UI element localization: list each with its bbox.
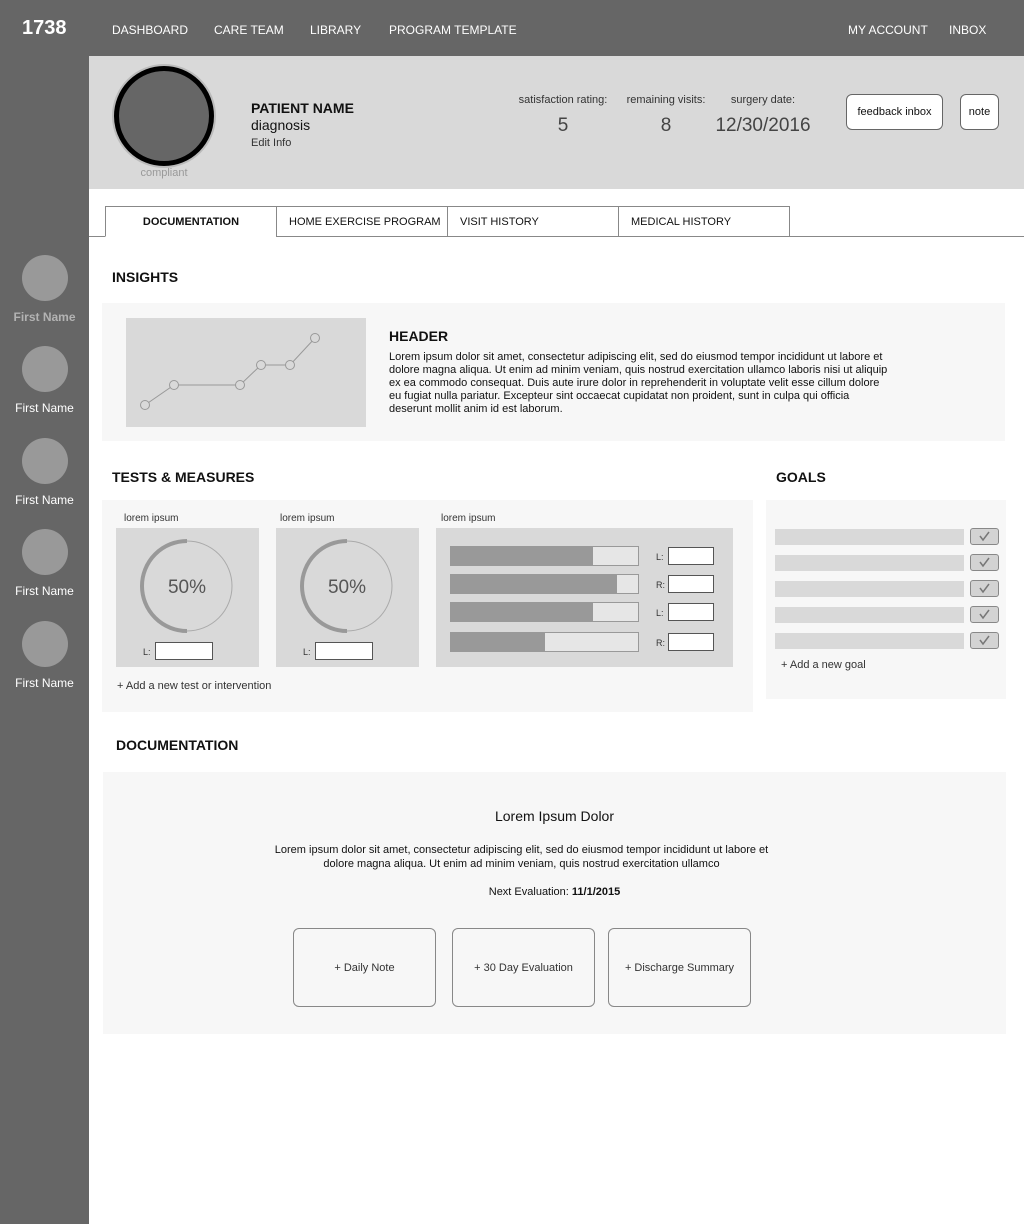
patient-avatar [114,66,214,166]
goals-title: GOALS [776,469,826,485]
brand-logo[interactable]: 1738 [22,17,67,39]
gauge-card [116,528,259,667]
side-label: R: [656,580,665,590]
team-member-name: First Name [13,310,76,324]
chart-point [170,381,179,390]
measure-bar [450,632,639,652]
insight-header: HEADER [389,328,449,344]
documentation-body: Lorem ipsum dolor sit amet, consectetur adipiscing elit, sed do eiusmod tempor incididunt ut labore et dolore magna aliqua. Ut enim ad minim veniam, quis nostrud exercitation ullamco [274,844,769,870]
test-card-label: lorem ipsum [124,513,179,524]
goal-row [775,529,964,545]
bar-fill [451,575,617,593]
checkmark-icon [971,607,998,622]
bar-fill [451,603,593,621]
measure-input[interactable] [668,575,714,593]
checkmark-icon [971,555,998,570]
avatar [22,438,68,484]
goal-row [775,633,964,649]
team-member-name: First Name [15,676,74,690]
goal-checkbox[interactable] [970,580,999,597]
stat-value: 5 [557,115,569,136]
stat-value: 12/30/2016 [715,115,811,136]
team-member[interactable] [0,529,89,598]
checkmark-icon [971,529,998,544]
gauge-value: 50% [327,577,367,598]
side-label: L: [143,647,151,657]
avatar [22,621,68,667]
goal-checkbox[interactable] [970,528,999,545]
checkmark-icon [971,581,998,596]
edit-info-link[interactable]: Edit Info [251,137,292,149]
nav-program-template[interactable]: PROGRAM TEMPLATE [389,23,517,37]
top-bar [0,0,1024,56]
feedback-inbox-button[interactable]: feedback inbox [846,94,943,130]
patient-header [89,56,1024,189]
test-card-label: lorem ipsum [280,513,335,524]
add-test-link[interactable]: + Add a new test or intervention [117,680,272,692]
remaining-visits [625,94,707,137]
nav-care-team[interactable]: CARE TEAM [214,23,284,37]
avatar [22,346,68,392]
documentation-heading: Lorem Ipsum Dolor [494,808,615,824]
chart-point [286,361,295,370]
team-member-name: First Name [15,493,74,507]
goal-row [775,607,964,623]
chart-point [236,381,245,390]
measure-bar [450,546,639,566]
side-label: L: [303,647,311,657]
tab-visit-history[interactable]: VISIT HISTORY [447,206,619,237]
insight-body: Lorem ipsum dolor sit amet, consectetur adipiscing elit, sed do eiusmod tempor incididunt ut labore et dolore magna aliqua. Ut enim ad minim veniam, quis nostrud exercitation ullamco laboris nisi ut aliquip ex ea commodo consequat. Duis aute irure dolor in reprehenderit in voluptate velit esse cillum dolore eu fugiat nulla pariatur. Excepteur sint occaecat cupidatat non proident, sunt in culpa qui officia deserunt mollit anim id est laborum. [389,351,888,415]
stat-label: satisfaction rating: [518,94,608,106]
goal-row [775,581,964,597]
gauge-input[interactable] [315,642,373,660]
discharge-summary-button[interactable]: + Discharge Summary [608,928,751,1007]
side-label: L: [656,608,664,618]
stat-label: remaining visits: [626,94,706,106]
test-card-label: lorem ipsum [441,513,496,524]
insights-title: INSIGHTS [112,269,179,285]
goal-row [775,555,964,571]
measure-input[interactable] [668,633,714,651]
add-goal-link[interactable]: + Add a new goal [781,659,866,671]
goal-checkbox[interactable] [970,554,999,571]
gauge-value: 50% [167,577,207,598]
nav-inbox[interactable]: INBOX [949,23,987,37]
stat-label: surgery date: [730,94,796,106]
trend-line [145,338,315,405]
next-evaluation-label: Next Evaluation: [488,886,572,898]
stat-value: 8 [660,115,672,136]
chart-point [141,401,150,410]
tab-home-exercise-program[interactable]: HOME EXERCISE PROGRAM [276,206,448,237]
measure-input[interactable] [668,603,714,621]
team-member[interactable] [0,255,89,324]
team-member-name: First Name [15,401,74,415]
team-member-name: First Name [15,584,74,598]
team-member[interactable] [0,346,89,415]
gauge-card [276,528,419,667]
satisfaction-rating [517,94,609,137]
nav-my-account[interactable]: MY ACCOUNT [848,23,928,37]
bar-fill [451,633,545,651]
trend-line-chart [126,318,366,427]
measure-bar [450,602,639,622]
team-member[interactable] [0,621,89,690]
measure-input[interactable] [668,547,714,565]
tests-measures-title: TESTS & MEASURES [112,469,255,485]
goal-checkbox[interactable] [970,632,999,649]
avatar [22,529,68,575]
nav-dashboard[interactable]: DASHBOARD [112,23,189,37]
tab-medical-history[interactable]: MEDICAL HISTORY [618,206,790,237]
patient-diagnosis: diagnosis [251,117,311,133]
care-team-sidebar [0,56,89,1224]
patient-name: PATIENT NAME [251,100,354,116]
goal-checkbox[interactable] [970,606,999,623]
side-label: L: [656,552,664,562]
avatar [22,255,68,301]
tab-documentation[interactable]: DOCUMENTATION [105,206,277,237]
side-label: R: [656,638,665,648]
team-member[interactable] [0,438,89,507]
bars-card [436,528,733,667]
thirty-day-evaluation-button[interactable]: + 30 Day Evaluation [452,928,595,1007]
checkmark-icon [971,633,998,648]
bar-fill [451,547,593,565]
next-evaluation-date: 11/1/2015 [571,886,621,898]
compliance-status: compliant [140,167,188,179]
chart-point [257,361,266,370]
next-evaluation [103,886,1006,898]
daily-note-button[interactable]: + Daily Note [293,928,436,1007]
chart-point [311,334,320,343]
nav-library[interactable]: LIBRARY [310,23,362,37]
documentation-title: DOCUMENTATION [116,737,239,753]
note-button[interactable]: note [960,94,999,130]
surgery-date [711,94,815,137]
measure-bar [450,574,639,594]
gauge-input[interactable] [155,642,213,660]
insights-chart [126,318,366,427]
